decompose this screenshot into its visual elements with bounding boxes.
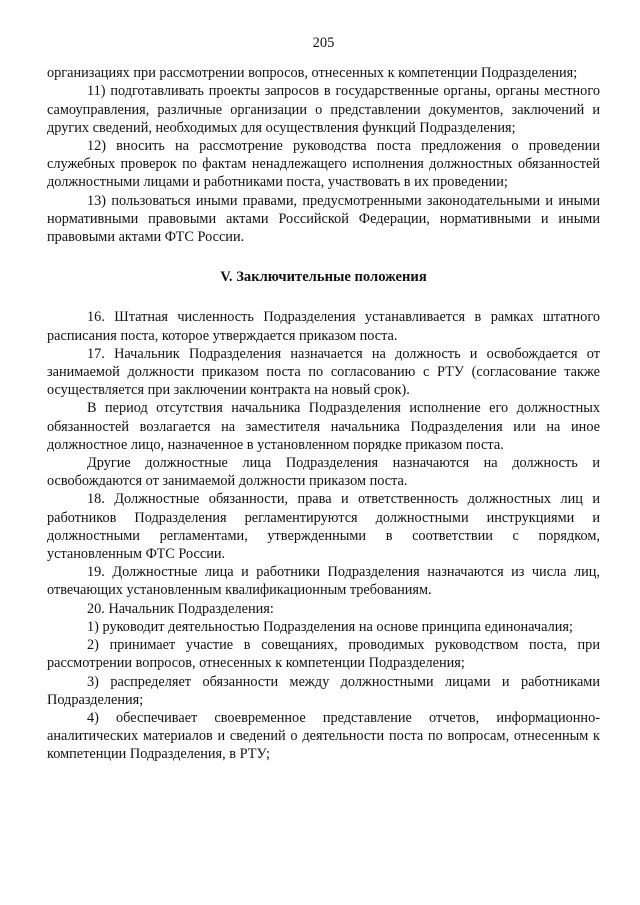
paragraph-item-13: 13) пользоваться иными правами, предусмотренными законодательными и иными нормативными правовыми актами Российской Федерации, нормативными и иными правовыми актами ФТС России.: [47, 192, 600, 246]
paragraph-17-absence: В период отсутствия начальника Подразделения исполнение его должностных обязанностей возлагается на заместителя начальника Подразделения или на иное должностное лицо, назначенное в установленном порядке приказом поста.: [47, 400, 600, 453]
paragraph-item-11: 11) подготавливать проекты запросов в государственные органы, органы местного самоуправления, различные организации о представлении документов, заключений и других сведений, необходимых для осуществления функций Подразделения;: [47, 83, 600, 136]
paragraph-20-item-3: 3) распределяет обязанности между должностными лицами и работниками Подразделения;: [47, 673, 600, 708]
paragraph-20-item-1: 1) руководит деятельностью Подразделения на основе принципа единоначалия;: [87, 618, 573, 635]
paragraph-continuation: организациях при рассмотрении вопросов, отнесенных к компетенции Подразделения;: [47, 65, 578, 82]
document-page: [47, 34, 600, 764]
paragraph-item-12: 12) вносить на рассмотрение руководства поста предложения о проведении служебных проверок по фактам ненадлежащего исполнения должностных обязанностей должностными лицами и работниками поста, участвовать в их проведении;: [47, 138, 600, 191]
paragraph-20-item-2: 2) принимает участие в совещаниях, проводимых руководством поста, при рассмотрении вопросов, отнесенных к компетенции Подразделения;: [47, 637, 600, 672]
paragraph-20-item-4: 4) обеспечивает своевременное представление отчетов, информационно-аналитических материалов и сведений о деятельности поста по вопросам, отнесенным к компетенции Подразделения, в РТУ;: [47, 709, 600, 763]
paragraph-16: 16. Штатная численность Подразделения устанавливается в рамках штатного расписания поста, которое утверждается приказом поста.: [47, 309, 600, 344]
page-number: 205: [312, 35, 335, 51]
paragraph-17: 17. Начальник Подразделения назначается на должность и освобождается от занимаемой должности приказом поста по согласованию с РТУ (согласование также осуществляется при заключении контракта на новый срок).: [47, 345, 600, 399]
paragraph-18: 18. Должностные обязанности, права и ответственность должностных лиц и работников Подразделения регламентируются должностными инструкциями и должностными регламентами, утвержденными в соответствии с порядком, установленным ФТС России.: [47, 491, 600, 563]
paragraph-19: 19. Должностные лица и работники Подразделения назначаются из числа лиц, отвечающих установленным квалификационным требованиям.: [47, 564, 600, 599]
paragraph-17-other-officials: Другие должностные лица Подразделения назначаются на должность и освобождаются от занимаемой должности приказом поста.: [47, 455, 600, 490]
section-heading: V. Заключительные положения: [220, 269, 427, 286]
paragraph-20: 20. Начальник Подразделения:: [87, 600, 274, 617]
